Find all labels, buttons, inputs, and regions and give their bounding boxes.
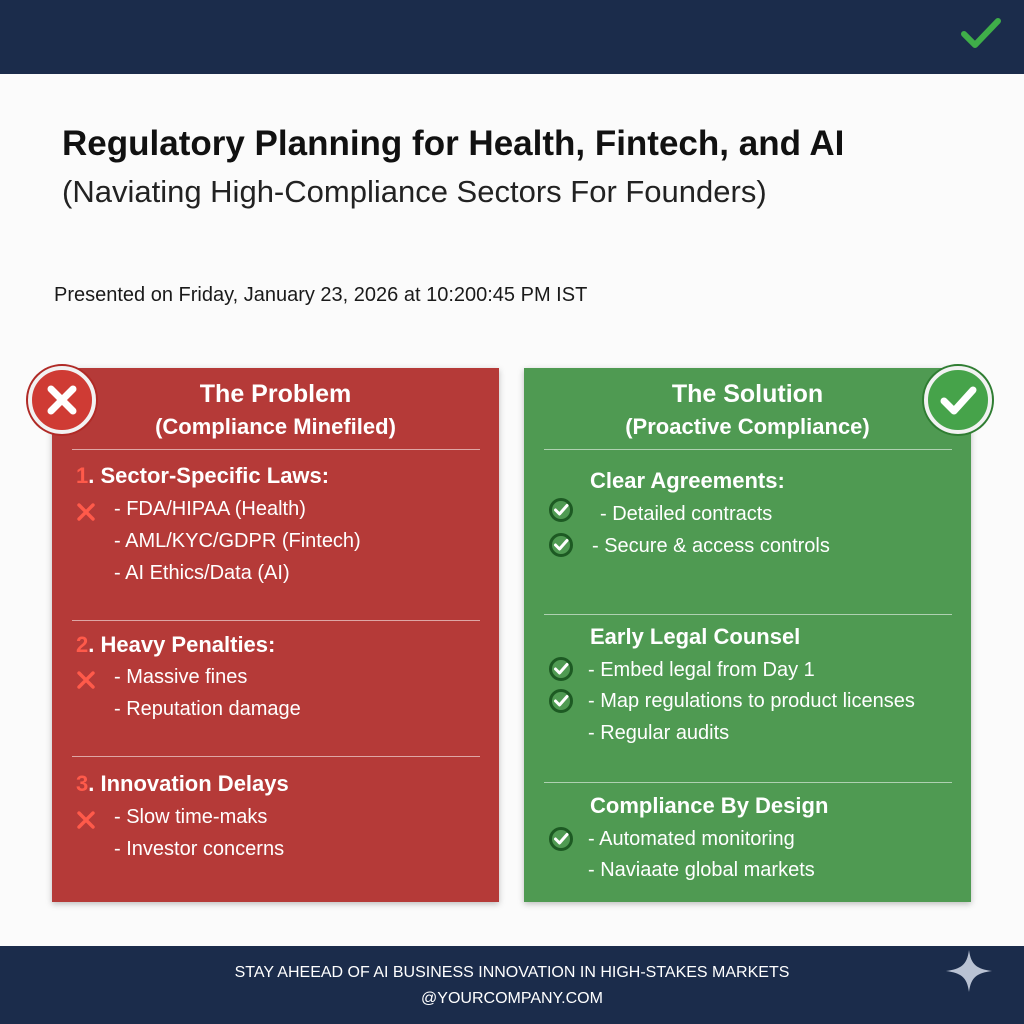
divider (544, 449, 952, 450)
check-bullet-icon (548, 656, 574, 682)
footer-tagline: STAY AHEEAD OF AI BUSINESS INNOVATION IN HIGH-STAKES MARKETS (234, 964, 790, 981)
list-item: - Reputation damage (114, 698, 301, 720)
divider (544, 782, 952, 783)
section-number: 3 (76, 771, 89, 796)
check-bullet-icon (548, 826, 574, 852)
solution-section-title: Clear Agreements: (590, 468, 785, 493)
check-bullet-icon (548, 532, 574, 558)
problem-panel (52, 368, 499, 902)
list-item: - FDA/HIPAA (Health) (114, 498, 306, 520)
section-number: 1 (76, 463, 89, 488)
list-item: - Map regulations to product licenses (588, 690, 915, 712)
check-circle-icon (924, 366, 992, 434)
list-item: - Detailed contracts (600, 503, 773, 525)
problem-subheading: (Compliance Minefiled) (155, 414, 396, 439)
problem-section-title (76, 771, 289, 797)
list-item: - Naviaate global markets (588, 859, 815, 881)
footer-website: @YOURCOMPANY.COM (421, 990, 603, 1007)
x-mark-icon (76, 671, 96, 689)
solution-panel (524, 368, 971, 902)
check-bullet-icon (548, 688, 574, 714)
check-bullet-icon (548, 497, 574, 523)
list-item: - Investor concerns (114, 838, 285, 860)
divider (72, 756, 480, 757)
section-title-text: . Heavy Penalties: (88, 632, 276, 657)
divider (72, 449, 480, 450)
list-item: - AI Ethics/Data (AI) (114, 562, 290, 584)
list-item: - Automated monitoring (588, 828, 795, 850)
problem-section-title (76, 463, 329, 489)
solution-section-title: Early Legal Counsel (590, 624, 801, 649)
list-item: - Slow time-maks (114, 806, 268, 828)
x-mark-icon (76, 811, 96, 829)
footer-banner (0, 946, 1024, 1024)
x-circle-icon (28, 366, 96, 434)
top-banner (0, 0, 1024, 74)
list-item: - Embed legal from Day 1 (588, 659, 815, 681)
section-title-text: . Sector-Specific Laws: (88, 463, 330, 488)
x-mark-icon (76, 503, 96, 521)
page-title: Regulatory Planning for Health, Fintech, and AI (62, 124, 845, 163)
list-item: - Secure & access controls (592, 535, 830, 557)
page-subtitle: (Naviating High-Compliance Sectors For Founders) (62, 174, 767, 209)
presented-date: Presented on Friday, January 23, 2026 at 10:200:45 PM IST (54, 284, 588, 306)
sparkle-icon (944, 948, 994, 994)
problem-heading: The Problem (199, 380, 352, 408)
problem-section-title (76, 632, 275, 658)
divider (544, 614, 952, 615)
section-number: 2 (76, 632, 89, 657)
list-item: - Regular audits (588, 722, 730, 744)
divider (72, 620, 480, 621)
list-item: - Massive fines (114, 666, 248, 688)
section-title-text: . Innovation Delays (88, 771, 289, 796)
solution-heading: The Solution (671, 380, 824, 408)
list-item: - AML/KYC/GDPR (Fintech) (114, 530, 361, 552)
solution-subheading: (Proactive Compliance) (625, 414, 870, 439)
solution-section-title: Compliance By Design (590, 793, 829, 818)
check-icon (960, 16, 1002, 52)
